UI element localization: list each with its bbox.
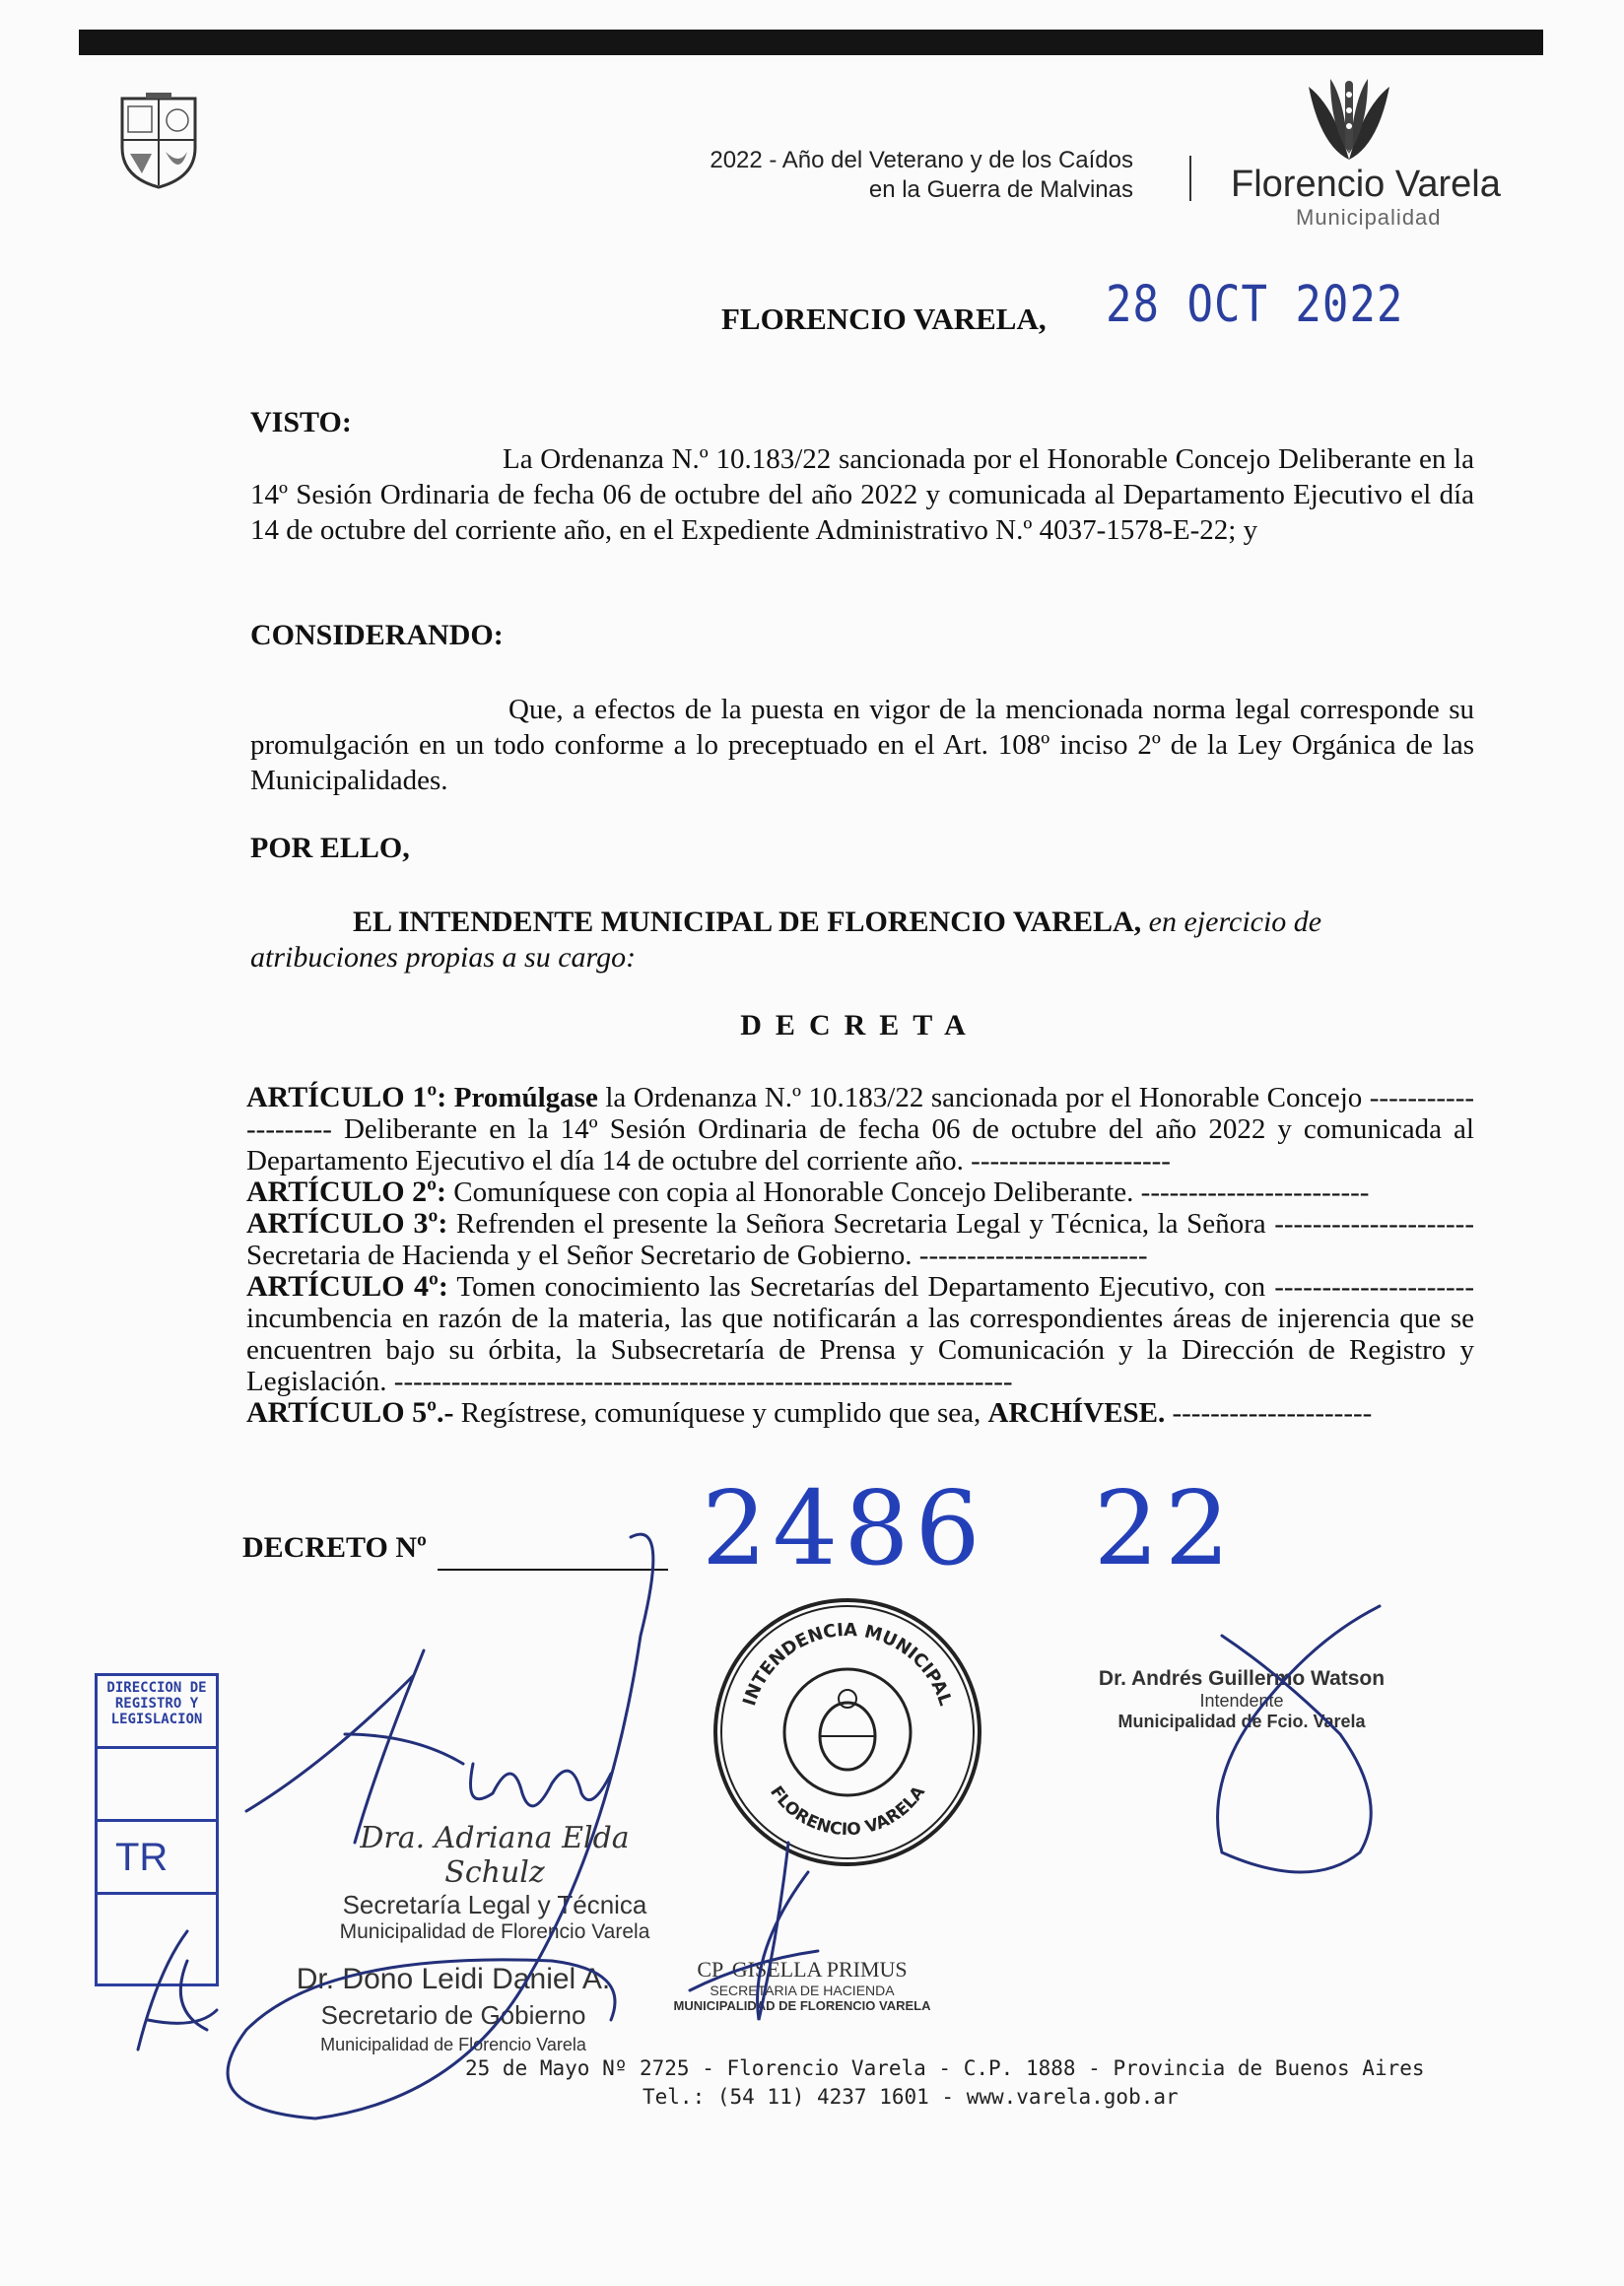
brand-subtitle: Municipalidad (1296, 205, 1442, 230)
signer-org: Municipalidad de Florencio Varela (320, 2035, 586, 2054)
article-2 (246, 1177, 1474, 1208)
intendente-paragraph (250, 905, 1474, 975)
intendente-italic: en ejercicio de atribuciones propias a su cargo: (250, 906, 1322, 974)
signature-watson (1084, 1667, 1399, 1732)
article-text: Refrenden el presente la Señora Secretaria Legal y Técnica, la Señora --------------------- Secretaria de Hacienda y el Señor Secretario de Gobierno. ------------------------ (246, 1208, 1474, 1271)
visto-text: La Ordenanza N.º 10.183/22 sancionada por el Honorable Concejo Deliberante en la 14º Sesión Ordinaria de fecha 06 de octubre del año 2022 y comunicada al Departamento Ejecutivo el día 14 de octubre del corriente año, en el Expediente Administrativo N.º 4037-1578-E-22; y (250, 443, 1474, 546)
seal-bottom-text: FLORENCIO VARELA (766, 1782, 929, 1841)
signer-role: Intendente (1199, 1691, 1284, 1711)
considerando-paragraph (250, 692, 1474, 798)
decreto-number: 2486 (702, 1468, 986, 1588)
registro-stamp-cell (98, 1749, 216, 1822)
footer-line-2: Tel.: (54 11) 4237 1601 - www.varela.gob.ar (643, 2085, 1179, 2109)
article-strong: Promúlgase (453, 1082, 598, 1113)
signer-name: Dr. Andrés Guillermo Watson (1098, 1667, 1386, 1690)
brand-name: Florencio Varela (1231, 164, 1501, 205)
footer-address (465, 2054, 1425, 2112)
por-ello-heading: POR ELLO, (250, 832, 410, 864)
registro-legislacion-stamp (95, 1673, 219, 1986)
registro-stamp-initials: TR (98, 1822, 216, 1895)
signer-name: Dr. Dono Leidi Daniel A. (296, 1963, 611, 1995)
signer-org: MUNICIPALIDAD DE FLORENCIO VARELA (673, 1998, 931, 2013)
article-4 (246, 1271, 1474, 1397)
decreto-underline (438, 1569, 668, 1571)
considerando-heading: CONSIDERANDO: (250, 619, 504, 651)
decreto-number-stamp (702, 1468, 1236, 1588)
top-black-bar (79, 30, 1543, 55)
article-1 (246, 1082, 1474, 1177)
motto-line-1: 2022 - Año del Veterano y de los Caídos (710, 147, 1133, 173)
intendente-bold: EL INTENDENTE MUNICIPAL DE FLORENCIO VARELA, (353, 906, 1142, 938)
article-text: Tomen conocimiento las Secretarías del Departamento Ejecutivo, con --------------------- incumbencia en razón de la materia, las que notificarán a las correspondientes áreas de injerencia que se encuentren bajo su órbita, la Subsecretaría de Prensa y Comunicación y la Dirección de Registro y Legislación. ----------------------------------------------------------------- (246, 1271, 1474, 1397)
signer-role: Secretaría Legal y Técnica (342, 1890, 647, 1919)
footer-line-1: 25 de Mayo Nº 2725 - Florencio Varela - C.P. 1888 - Provincia de Buenos Aires (465, 2056, 1425, 2080)
place-label: FLORENCIO VARELA, (721, 302, 1047, 336)
motto-line-2: en la Guerra de Malvinas (868, 176, 1133, 203)
municipal-crest-icon (118, 93, 199, 189)
signer-org: Municipalidad de Florencio Varela (339, 1920, 650, 1943)
registro-stamp-cell (98, 1895, 216, 1968)
intendencia-seal-icon (711, 1596, 983, 1868)
signer-name: Dra. Adriana Elda Schulz (360, 1821, 630, 1890)
decreto-label: DECRETO Nº (242, 1531, 427, 1564)
article-text: Comuníquese con copia al Honorable Concejo Deliberante. ------------------------ (453, 1177, 1370, 1208)
registro-stamp-title: DIRECCION DE REGISTRO Y LEGISLACION (98, 1676, 216, 1749)
article-text: la Ordenanza N.º 10.183/22 sancionada por el Honorable Concejo -------------------- Deliberante en la 14º Sesión Ordinaria de fecha 06 de octubre del año 2022 y comunicada al Departamento Ejecutivo el día 14 de octubre del corriente año. --------------------- (246, 1082, 1475, 1177)
signer-org: Municipalidad de Fcio. Varela (1117, 1712, 1366, 1731)
signature-primus (654, 1957, 950, 2013)
signer-role: SECRETARIA DE HACIENDA (710, 1983, 895, 1998)
article-tail: --------------------- (1172, 1397, 1373, 1429)
signer-role: Secretario de Gobierno (320, 2000, 586, 2030)
header-divider (1189, 156, 1191, 201)
year-motto (710, 146, 1133, 205)
article-label: ARTÍCULO 4º: (246, 1270, 448, 1303)
florencio-varela-logo-icon (1301, 77, 1397, 160)
article-text: Regístrese, comuníquese y cumplido que sea, (460, 1397, 981, 1429)
schulz-signature-stroke (246, 1650, 611, 1843)
visto-heading: VISTO: (250, 406, 352, 438)
decreto-year: 22 (1093, 1468, 1237, 1588)
watson-signature-stroke (1218, 1606, 1380, 1872)
seal-top-text: INTENDENCIA MUNICIPAL (739, 1619, 956, 1709)
visto-paragraph (250, 441, 1474, 548)
signer-name: CP. GISELLA PRIMUS (697, 1957, 908, 1982)
article-label: ARTÍCULO 2º: (246, 1176, 447, 1208)
signature-schulz (317, 1821, 672, 1944)
article-label: ARTÍCULO 1º: (246, 1081, 447, 1113)
article-label: ARTÍCULO 5º.- (246, 1396, 454, 1429)
articles-list (246, 1082, 1474, 1429)
considerando-text: Que, a efectos de la puesta en vigor de la mencionada norma legal corresponde su promulgación en un todo conforme a lo preceptuado en el Art. 108º inciso 2º de la Ley Orgánica de las Municipalidades. (250, 694, 1474, 796)
decreta-heading: DECRETA (740, 1009, 980, 1042)
signature-daniel (266, 1963, 641, 2055)
article-5 (246, 1397, 1474, 1429)
article-label: ARTÍCULO 3º: (246, 1207, 448, 1240)
date-stamp: 28 OCT 2022 (1106, 276, 1404, 334)
article-3 (246, 1208, 1474, 1271)
article-strong-end: ARCHÍVESE. (987, 1397, 1166, 1429)
